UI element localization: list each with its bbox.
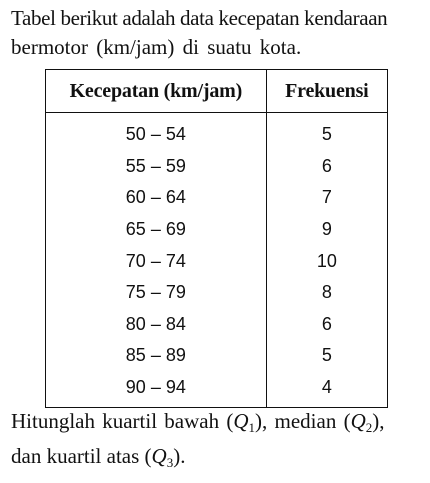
question-line-1: [11, 404, 423, 439]
table-row: [46, 113, 388, 151]
table-row: [46, 340, 388, 372]
question-text-part: ), median (: [255, 409, 351, 433]
table-row: [46, 245, 388, 277]
speed-range-cell: 65 – 69: [46, 214, 267, 246]
table-row: [46, 309, 388, 341]
frequency-cell: 4: [321, 377, 332, 398]
quartile-3-symbol: Q: [151, 444, 167, 468]
header-frequency: Frekuensi: [266, 70, 387, 113]
intro-line-1: Tabel berikut adalah data kecepatan kendaraan: [11, 6, 388, 30]
speed-range-cell: 85 – 89: [46, 340, 267, 372]
question-text-part: ).: [173, 444, 186, 468]
frequency-cell: 7: [321, 187, 332, 208]
table-row: [46, 214, 388, 246]
speed-range-cell: 80 – 84: [46, 309, 267, 341]
speed-range-cell: 60 – 64: [46, 182, 267, 214]
table-row: [46, 182, 388, 214]
question-text-part: dan kuartil atas (: [11, 444, 152, 468]
quartile-1-symbol: Q: [233, 409, 249, 433]
quartile-2-subscript: 2: [365, 420, 373, 435]
frequency-cell: 8: [321, 282, 332, 303]
speed-range-cell: 50 – 54: [46, 113, 267, 151]
table-row: [46, 277, 388, 309]
table-row: [46, 372, 388, 408]
quartile-3-subscript: 3: [166, 455, 174, 470]
speed-range-cell: 90 – 94: [46, 372, 267, 408]
intro-text: [11, 4, 421, 62]
question-line-2: [11, 439, 423, 474]
frequency-cell: 10: [316, 250, 337, 271]
question-text-part: Hitunglah kuartil bawah (: [11, 409, 234, 433]
speed-range-cell: 55 – 59: [46, 151, 267, 183]
table-row: [46, 151, 388, 183]
intro-line-2: bermotor (km/jam) di suatu kota.: [11, 35, 302, 59]
table-header-row: [46, 70, 388, 113]
header-speed: Kecepatan (km/jam): [46, 70, 267, 113]
quartile-2-symbol: Q: [350, 409, 366, 433]
frequency-cell: 5: [321, 124, 332, 145]
quartile-1-subscript: 1: [248, 420, 256, 435]
question-text-part: ),: [372, 409, 385, 433]
frequency-cell: 9: [321, 219, 332, 240]
frequency-table: [45, 69, 388, 408]
speed-range-cell: 70 – 74: [46, 245, 267, 277]
frequency-cell: 6: [321, 155, 332, 176]
speed-range-cell: 75 – 79: [46, 277, 267, 309]
question-text: [11, 404, 423, 474]
frequency-cell: 5: [321, 345, 332, 366]
frequency-cell: 6: [321, 313, 332, 334]
